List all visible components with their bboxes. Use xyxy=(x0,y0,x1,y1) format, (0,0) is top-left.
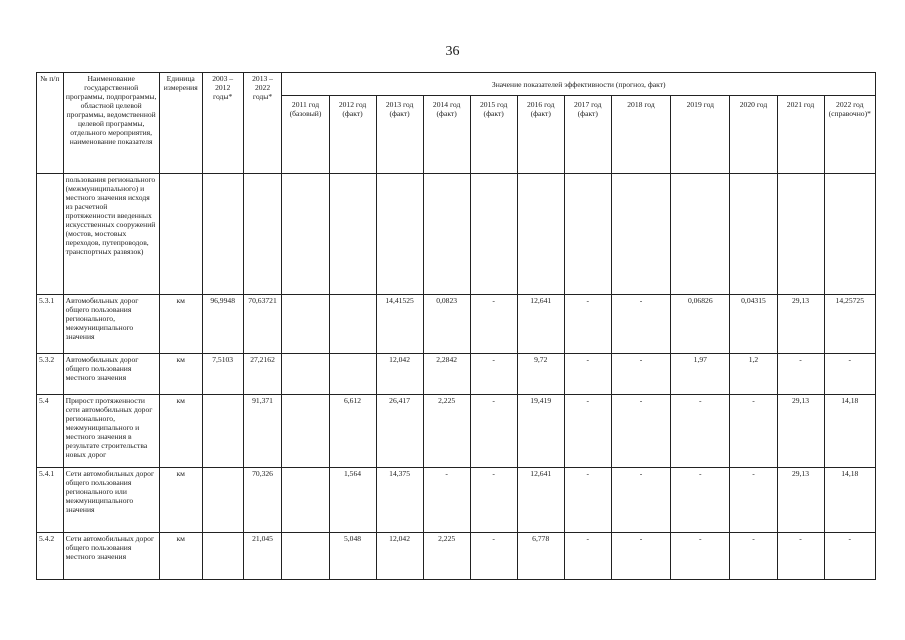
continuation-row xyxy=(37,174,876,295)
row-number: 5.3.2 xyxy=(37,354,64,395)
row-value-year: - xyxy=(730,533,777,580)
row-value-year: 6,778 xyxy=(517,533,564,580)
empty-cell xyxy=(517,174,564,295)
empty-cell xyxy=(470,174,517,295)
row-value-year: - xyxy=(671,468,730,533)
row-value-year: - xyxy=(730,468,777,533)
row-value-year xyxy=(282,533,329,580)
row-value-year: - xyxy=(564,468,611,533)
empty-cell xyxy=(564,174,611,295)
row-value-year xyxy=(329,295,376,354)
empty-cell xyxy=(282,174,329,295)
row-value-2003-2012 xyxy=(202,395,243,468)
row-value-2013-2022: 21,045 xyxy=(243,533,282,580)
row-value-year: 12,042 xyxy=(376,533,423,580)
row-name: Сети автомобильных дорог общего пользования местного значения xyxy=(63,533,159,580)
row-value-2003-2012: 7,5103 xyxy=(202,354,243,395)
row-value-year: 29,13 xyxy=(777,395,824,468)
row-value-year: 6,612 xyxy=(329,395,376,468)
header-year: 2019 год xyxy=(671,96,730,174)
row-value-year: - xyxy=(824,533,875,580)
row-value-year: 1,97 xyxy=(671,354,730,395)
empty-cell xyxy=(37,174,64,295)
empty-cell xyxy=(611,174,670,295)
row-name: Автомобильных дорог общего пользования регионального, межмуниципального значения xyxy=(63,295,159,354)
row-value-year: - xyxy=(730,395,777,468)
row-value-year: - xyxy=(470,533,517,580)
row-value-year: - xyxy=(611,354,670,395)
row-value-year: 1,564 xyxy=(329,468,376,533)
row-value-year: - xyxy=(564,295,611,354)
row-value-2003-2012: 96,9948 xyxy=(202,295,243,354)
row-value-year: 0,06826 xyxy=(671,295,730,354)
table-row xyxy=(37,354,876,395)
row-unit: км xyxy=(159,533,202,580)
row-value-year: 12,641 xyxy=(517,295,564,354)
row-value-year: - xyxy=(611,533,670,580)
header-2003-2012: 2003 – 2012 годы* xyxy=(202,73,243,174)
page-number: 36 xyxy=(445,44,460,59)
row-value-2003-2012 xyxy=(202,533,243,580)
row-value-2013-2022: 91,371 xyxy=(243,395,282,468)
row-value-year: 29,13 xyxy=(777,295,824,354)
row-value-year: 0,0823 xyxy=(423,295,470,354)
row-value-year: - xyxy=(470,295,517,354)
row-value-2003-2012 xyxy=(202,468,243,533)
row-number: 5.3.1 xyxy=(37,295,64,354)
row-value-year: 14,25725 xyxy=(824,295,875,354)
header-year: 2013 год (факт) xyxy=(376,96,423,174)
header-year: 2012 год (факт) xyxy=(329,96,376,174)
header-year: 2014 год (факт) xyxy=(423,96,470,174)
row-value-year: - xyxy=(564,533,611,580)
row-value-2013-2022: 70,326 xyxy=(243,468,282,533)
row-value-year: 2,225 xyxy=(423,533,470,580)
row-value-year: - xyxy=(470,395,517,468)
row-value-year: - xyxy=(611,295,670,354)
row-value-year: 12,641 xyxy=(517,468,564,533)
empty-cell xyxy=(824,174,875,295)
empty-cell xyxy=(159,174,202,295)
header-year: 2016 год (факт) xyxy=(517,96,564,174)
row-number: 5.4.1 xyxy=(37,468,64,533)
row-value-year: 29,13 xyxy=(777,468,824,533)
row-value-year: 0,04315 xyxy=(730,295,777,354)
row-value-year: - xyxy=(611,395,670,468)
row-value-year: 14,375 xyxy=(376,468,423,533)
empty-cell xyxy=(202,174,243,295)
row-number: 5.4.2 xyxy=(37,533,64,580)
row-value-year: - xyxy=(611,468,670,533)
row-value-year: 5,048 xyxy=(329,533,376,580)
row-value-year: 14,41525 xyxy=(376,295,423,354)
table-row xyxy=(37,395,876,468)
row-value-year: 14,18 xyxy=(824,395,875,468)
empty-cell xyxy=(730,174,777,295)
table-row xyxy=(37,533,876,580)
row-name: Сети автомобильных дорог общего пользования регионального или межмуниципального значения xyxy=(63,468,159,533)
row-value-year xyxy=(282,395,329,468)
row-value-year xyxy=(282,354,329,395)
row-value-year: - xyxy=(777,354,824,395)
empty-cell xyxy=(376,174,423,295)
continuation-text: пользования регионального (межмуниципального) и местного значения исходя из расчетной протяженности введенных искусственных сооружений (мостов, мостовых переходов, путепроводов, транспортных развязок) xyxy=(63,174,159,295)
empty-cell xyxy=(671,174,730,295)
row-value-year: 2,225 xyxy=(423,395,470,468)
row-value-year: - xyxy=(824,354,875,395)
header-unit: Единица измерения xyxy=(159,73,202,174)
row-name: Прирост протяженности сети автомобильных дорог регионального, межмуниципального и местного значения в результате строительства новых дорог xyxy=(63,395,159,468)
header-year: 2021 год xyxy=(777,96,824,174)
header-num: № п/п xyxy=(37,73,64,174)
row-unit: км xyxy=(159,468,202,533)
empty-cell xyxy=(329,174,376,295)
empty-cell xyxy=(777,174,824,295)
row-value-year: - xyxy=(564,395,611,468)
header-year: 2011 год (базовый) xyxy=(282,96,329,174)
row-value-year: 2,2842 xyxy=(423,354,470,395)
row-value-year: - xyxy=(671,395,730,468)
header-year: 2020 год xyxy=(730,96,777,174)
row-value-year: - xyxy=(671,533,730,580)
row-value-2013-2022: 27,2162 xyxy=(243,354,282,395)
table-row xyxy=(37,295,876,354)
row-unit: км xyxy=(159,395,202,468)
header-year: 2018 год xyxy=(611,96,670,174)
indicators-table xyxy=(36,72,876,580)
header-row-1 xyxy=(37,73,876,96)
row-value-year xyxy=(282,295,329,354)
empty-cell xyxy=(423,174,470,295)
header-indicator-group: Значение показателей эффективности (прогноз, факт) xyxy=(282,73,876,96)
row-value-year: 1,2 xyxy=(730,354,777,395)
row-value-year xyxy=(282,468,329,533)
row-value-year: 12,042 xyxy=(376,354,423,395)
header-year: 2017 год (факт) xyxy=(564,96,611,174)
header-name: Наименование государственной программы, подпрограммы, областной целевой программы, ведомственной целевой программы, отдельного мероприятия, наименование показателя xyxy=(63,73,159,174)
row-unit: км xyxy=(159,295,202,354)
row-value-year: - xyxy=(564,354,611,395)
row-number: 5.4 xyxy=(37,395,64,468)
header-year: 2022 год (справочно)* xyxy=(824,96,875,174)
row-value-year: - xyxy=(423,468,470,533)
row-value-year xyxy=(329,354,376,395)
header-year: 2015 год (факт) xyxy=(470,96,517,174)
empty-cell xyxy=(243,174,282,295)
row-unit: км xyxy=(159,354,202,395)
row-name: Автомобильных дорог общего пользования местного значения xyxy=(63,354,159,395)
row-value-year: 14,18 xyxy=(824,468,875,533)
row-value-2013-2022: 70,63721 xyxy=(243,295,282,354)
table-row xyxy=(37,468,876,533)
row-value-year: - xyxy=(777,533,824,580)
row-value-year: 9,72 xyxy=(517,354,564,395)
row-value-year: - xyxy=(470,354,517,395)
row-value-year: 19,419 xyxy=(517,395,564,468)
header-2013-2022: 2013 – 2022 годы* xyxy=(243,73,282,174)
row-value-year: 26,417 xyxy=(376,395,423,468)
row-value-year: - xyxy=(470,468,517,533)
